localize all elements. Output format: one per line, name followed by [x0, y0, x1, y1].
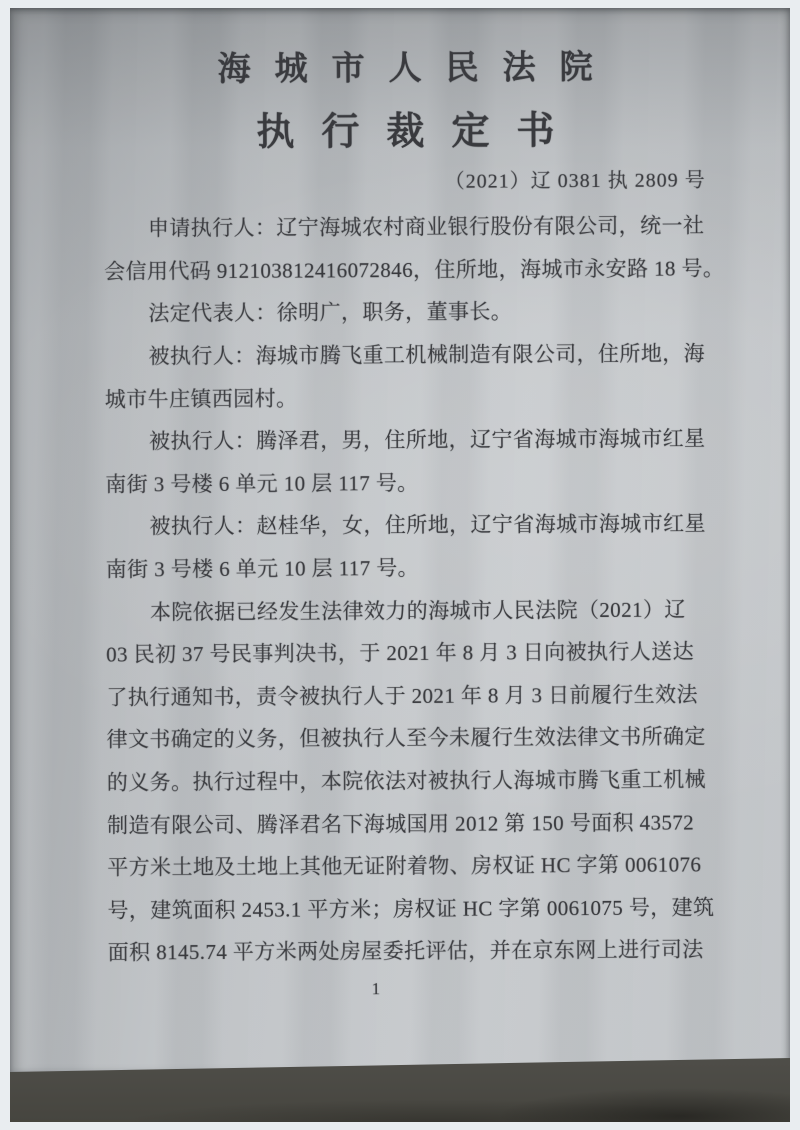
body-line: 本院依据已经发生法律效力的海城市人民法院（2021）辽: [149, 597, 686, 624]
body-line: 面积 8145.74 平方米两处房屋委托评估，并在京东网上进行司法: [107, 937, 704, 965]
body-line: 南街 3 号楼 6 单元 10 层 117 号。: [105, 470, 419, 497]
court-name: 海城市人民法院: [217, 49, 617, 88]
body-line: 会信用代码 912103812416072846，住所地，海城市永安路 18 号。: [104, 256, 725, 284]
body-line: 的义务。执行过程中，本院依法对被执行人海城市腾飞重工机械: [106, 767, 707, 795]
body-line: 号，建筑面积 2453.1 平方米；房权证 HC 字第 0061075 号，建筑: [107, 895, 715, 923]
body-line: 城市牛庄镇西园村。: [104, 386, 298, 412]
document-title: 执行裁定书: [256, 109, 582, 154]
body-line: 南街 3 号楼 6 单元 10 层 117 号。: [105, 555, 420, 582]
document-body: [104, 205, 725, 975]
case-number: （2021）辽 0381 执 2809 号: [444, 169, 706, 193]
body-line: 被执行人：海城市腾飞重工机械制造有限公司，住所地，海: [148, 341, 706, 369]
body-line: 被执行人：腾泽君，男，住所地，辽宁省海城市海城市红星: [148, 426, 706, 454]
body-line: 法定代表人：徐明广，职务，董事长。: [148, 299, 513, 326]
body-line: 被执行人：赵桂华，女，住所地，辽宁省海城市海城市红星: [149, 511, 706, 539]
body-line: 律文书确定的义务，但被执行人至今未履行生效法律文书所确定: [106, 724, 706, 752]
page-number: 1: [371, 979, 381, 999]
document-content: [103, 48, 725, 1000]
body-line: 制造有限公司、腾泽君名下海城国用 2012 第 150 号面积 43572: [106, 809, 695, 838]
body-line: 申请执行人：辽宁海城农村商业银行股份有限公司，统一社: [147, 213, 705, 241]
body-line: 03 民初 37 号民事判决书，于 2021 年 8 月 3 日向被执行人送达: [106, 639, 695, 667]
body-line: 平方米土地及土地上其他无证附着物、房权证 HC 字第 0061076: [107, 852, 702, 880]
body-line: 了执行通知书，责令被执行人于 2021 年 8 月 3 日前履行生效法: [106, 682, 698, 710]
